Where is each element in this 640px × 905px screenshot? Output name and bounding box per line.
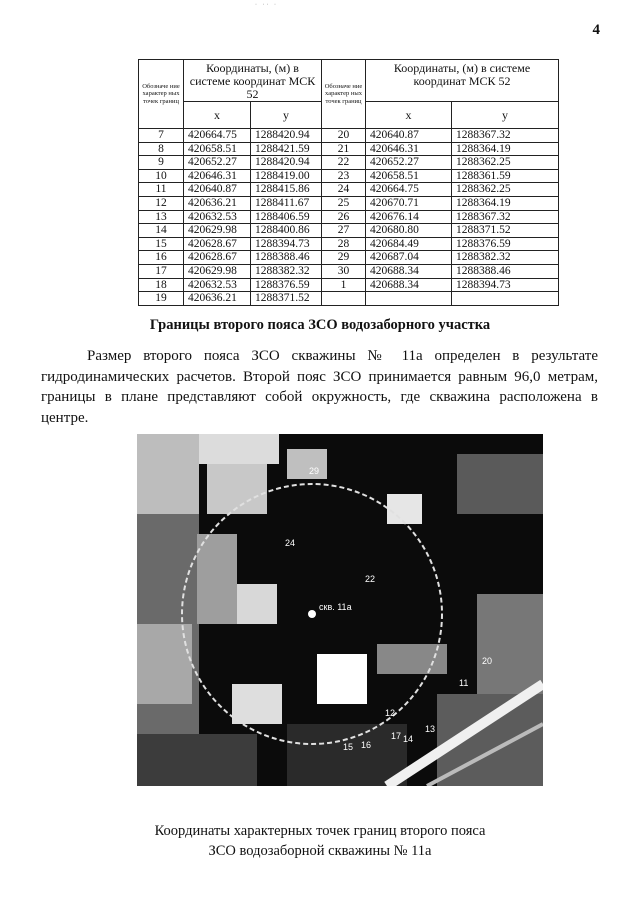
- figure-caption: [0, 821, 640, 861]
- x-cell: 420680.80: [366, 224, 452, 238]
- x-cell: 420636.21: [184, 292, 251, 306]
- map-point-label: 16: [361, 740, 372, 750]
- table-row: [139, 142, 559, 156]
- point-cell: 19: [139, 292, 184, 306]
- point-cell: 13: [139, 210, 184, 224]
- x-cell: 420646.31: [184, 169, 251, 183]
- point-cell: 14: [139, 224, 184, 238]
- map-image: [137, 434, 543, 786]
- x-cell: 420664.75: [366, 183, 452, 197]
- x-cell: 420658.51: [184, 142, 251, 156]
- point-cell: 20: [322, 129, 366, 143]
- well-label: скв. 11а: [319, 602, 352, 612]
- point-cell: 12: [139, 196, 184, 210]
- x-cell: 420658.51: [366, 169, 452, 183]
- y-cell: [452, 292, 559, 306]
- table-row: [139, 156, 559, 170]
- y-cell: 1288420.94: [251, 129, 322, 143]
- table-row: [139, 237, 559, 251]
- body-paragraph: Размер второго пояса ЗСО скважины № 11а определен в результате гидродинамических расчетов. Второй пояс ЗСО принимается равным 96,0 метрам, границы в плане представляют собой окружность, где скважина расположена в центре.: [41, 348, 598, 426]
- coord-system-header-left: Координаты, (м) в системе координат МСК 52: [184, 60, 322, 102]
- point-cell: 27: [322, 224, 366, 238]
- caption-line-2: ЗСО водозаборной скважины № 11а: [208, 843, 432, 859]
- y-cell: 1288388.46: [251, 251, 322, 265]
- y-cell: 1288421.59: [251, 142, 322, 156]
- y-cell: 1288376.59: [452, 237, 559, 251]
- y-cell: 1288361.59: [452, 169, 559, 183]
- x-cell: 420652.27: [184, 156, 251, 170]
- map-point-label: 24: [285, 538, 296, 548]
- y-column-header-right: y: [452, 102, 559, 129]
- point-column-header-left: Обозначе ние характер ных точек границ: [139, 60, 184, 129]
- scan-artifact: · ·· ·: [255, 2, 278, 8]
- map-point-label: 15: [343, 742, 354, 752]
- y-cell: 1288415.86: [251, 183, 322, 197]
- x-cell: 420636.21: [184, 196, 251, 210]
- point-cell: 28: [322, 237, 366, 251]
- table-row: [139, 169, 559, 183]
- map-point-label: 13: [425, 724, 436, 734]
- y-cell: 1288400.86: [251, 224, 322, 238]
- map-point-label: 22: [365, 574, 376, 584]
- x-cell: 420629.98: [184, 264, 251, 278]
- point-cell: 18: [139, 278, 184, 292]
- coordinates-table: [138, 59, 559, 306]
- x-cell: 420640.87: [184, 183, 251, 197]
- table-row: [139, 196, 559, 210]
- y-cell: 1288371.52: [452, 224, 559, 238]
- table-row: [139, 264, 559, 278]
- x-cell: 420676.14: [366, 210, 452, 224]
- y-cell: 1288388.46: [452, 264, 559, 278]
- coordinates-table-body: [139, 129, 559, 306]
- point-cell: 29: [322, 251, 366, 265]
- map-point-label: 20: [482, 656, 493, 666]
- page-number: 4: [592, 22, 600, 38]
- section-title: Границы второго пояса ЗСО водозаборного участка: [149, 317, 491, 333]
- point-cell: 7: [139, 129, 184, 143]
- x-cell: 420687.04: [366, 251, 452, 265]
- map-point-label: 12: [385, 708, 396, 718]
- point-cell: 16: [139, 251, 184, 265]
- point-cell: 1: [322, 278, 366, 292]
- y-cell: 1288406.59: [251, 210, 322, 224]
- y-cell: 1288394.73: [452, 278, 559, 292]
- x-cell: 420688.34: [366, 278, 452, 292]
- coord-system-header-right: Координаты, (м) в системе координат МСК 52: [366, 60, 559, 102]
- aerial-map: [137, 434, 543, 786]
- map-point-label: 11: [459, 678, 469, 688]
- map-point-label: 17: [391, 731, 402, 741]
- x-cell: 420688.34: [366, 264, 452, 278]
- point-cell: 15: [139, 237, 184, 251]
- x-cell: 420640.87: [366, 129, 452, 143]
- x-column-header-left: x: [184, 102, 251, 129]
- x-cell: 420652.27: [366, 156, 452, 170]
- x-cell: 420629.98: [184, 224, 251, 238]
- x-cell: 420628.67: [184, 251, 251, 265]
- y-cell: 1288367.32: [452, 210, 559, 224]
- y-cell: 1288420.94: [251, 156, 322, 170]
- y-cell: 1288362.25: [452, 183, 559, 197]
- x-cell: 420670.71: [366, 196, 452, 210]
- y-column-header-left: y: [251, 102, 322, 129]
- point-cell: 21: [322, 142, 366, 156]
- y-cell: 1288367.32: [452, 129, 559, 143]
- point-cell: 25: [322, 196, 366, 210]
- point-cell: 11: [139, 183, 184, 197]
- point-cell: [322, 292, 366, 306]
- point-cell: 9: [139, 156, 184, 170]
- point-cell: 8: [139, 142, 184, 156]
- x-cell: 420632.53: [184, 278, 251, 292]
- table-row: [139, 278, 559, 292]
- y-cell: 1288364.19: [452, 196, 559, 210]
- point-cell: 26: [322, 210, 366, 224]
- x-cell: [366, 292, 452, 306]
- x-cell: 420664.75: [184, 129, 251, 143]
- table-row: [139, 210, 559, 224]
- x-cell: 420632.53: [184, 210, 251, 224]
- y-cell: 1288411.67: [251, 196, 322, 210]
- y-cell: 1288371.52: [251, 292, 322, 306]
- point-cell: 23: [322, 169, 366, 183]
- y-cell: 1288376.59: [251, 278, 322, 292]
- x-cell: 420646.31: [366, 142, 452, 156]
- y-cell: 1288382.32: [452, 251, 559, 265]
- table-row: [139, 251, 559, 265]
- y-cell: 1288419.00: [251, 169, 322, 183]
- caption-line-1: Координаты характерных точек границ второго пояса: [154, 823, 486, 839]
- table-row: [139, 129, 559, 143]
- y-cell: 1288394.73: [251, 237, 322, 251]
- y-cell: 1288362.25: [452, 156, 559, 170]
- x-cell: 420684.49: [366, 237, 452, 251]
- map-point-label: 29: [309, 466, 320, 476]
- y-cell: 1288382.32: [251, 264, 322, 278]
- table-row: [139, 292, 559, 306]
- point-column-header-right: Обозначе ние характер ных точек границ: [322, 60, 366, 129]
- table-row: [139, 183, 559, 197]
- x-column-header-right: x: [366, 102, 452, 129]
- map-point-label: 14: [403, 734, 414, 744]
- y-cell: 1288364.19: [452, 142, 559, 156]
- point-cell: 30: [322, 264, 366, 278]
- point-cell: 22: [322, 156, 366, 170]
- table-row: [139, 224, 559, 238]
- point-cell: 17: [139, 264, 184, 278]
- point-cell: 24: [322, 183, 366, 197]
- point-cell: 10: [139, 169, 184, 183]
- x-cell: 420628.67: [184, 237, 251, 251]
